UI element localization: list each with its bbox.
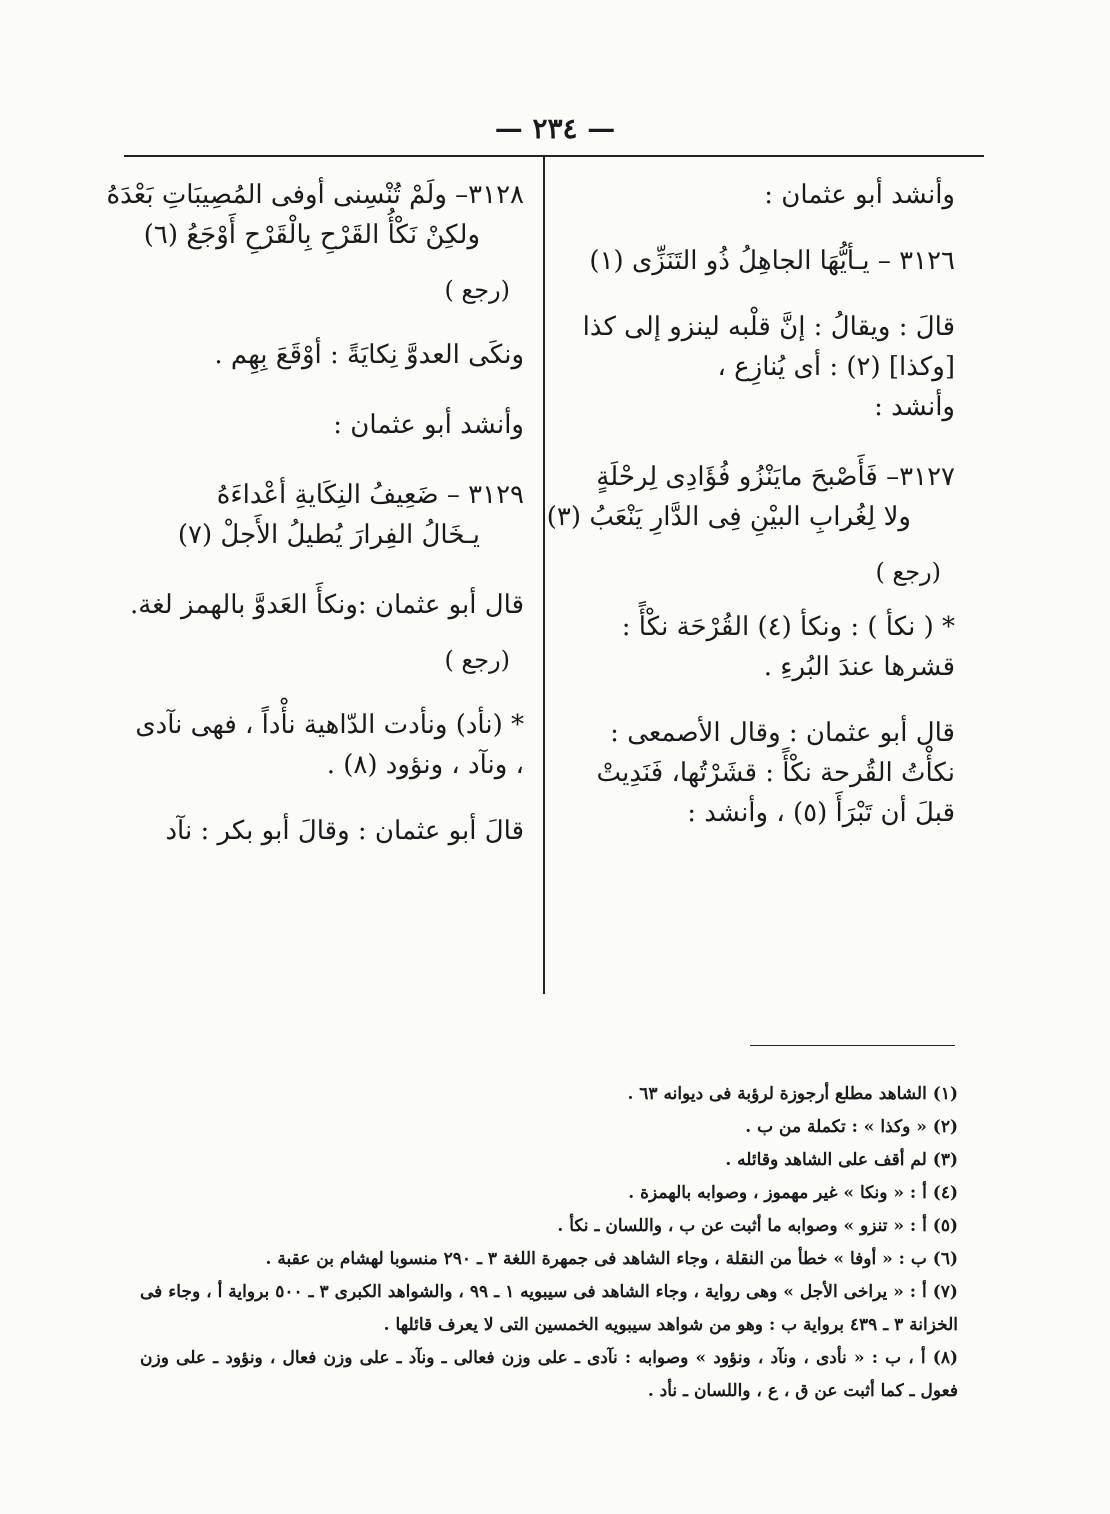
- footnote-7: (٧) أ : « يراخى الأجل » وهى رواية ، وجاء الشاهد فى سيبويه ١ ـ ٩٩ ، والشواهد الكبرى ٣ ـ ٥٠٠ برواية أ ، وجاء فى الخزانة ٣ ـ ٤٣٩ برواية ب : وهو من شواهد سيبويه الخمسين التى لا يعرف قائلها .: [140, 1282, 958, 1335]
- prose-paragraph: قال أبو عثمان :ونكأَ العَدوَّ بالهمز لغة.: [130, 590, 524, 620]
- verse-line-1: ولَمْ تُنْسِنى أوفى المُصِيبَاتِ بَعْدَهُ: [106, 180, 447, 210]
- footnote-5: (٥) أ : « تنزو » وصوابه ما أثبت عن ب ، واللسان ـ نكأ .: [557, 1216, 958, 1236]
- verse-number: ٣١٢٩: [468, 480, 524, 510]
- left-column: [106, 175, 524, 851]
- entry-paragraph: * (نأد) ونأدت الدّاهية نأْداً ، فهى نآدى ، ونآد ، ونؤود (٨) .: [135, 710, 524, 780]
- root-marker: (رجع ): [444, 646, 510, 674]
- footnote-1: (١) الشاهد مطلع أرجوزة لرؤبة فى ديوانه ٦٣ .: [627, 1084, 958, 1104]
- verse-3128: ٣١٢٨– ولَمْ تُنْسِنى أوفى المُصِيبَاتِ بَعْدَهُ ولكِنْ نَكْأُ القَرْحِ بِالْقَرْحِ أَوْجَعُ (٦): [106, 180, 524, 250]
- intro-line: وأنشد أبو عثمان :: [764, 180, 955, 210]
- footnote-3: (٣) لم أقف على الشاهد وقائله .: [725, 1150, 958, 1170]
- root-marker: (رجع ): [875, 558, 941, 586]
- verse-line-1: ضَعِيفُ النِكَايةِ أعْداءَهُ: [216, 480, 439, 510]
- footnote-6: (٦) ب : « أوفا » خطأ من النقلة ، وجاء الشاهد فى جمهرة اللغة ٣ ـ ٢٩٠ منسوبا لهشام بن عقبة .: [265, 1249, 958, 1269]
- verse-line-1: يـأيُّهَا الجاهِلُ ذُو التَنَزِّى: [631, 246, 870, 276]
- footnote-ref: (١): [589, 246, 624, 276]
- footnote-ref: (٣): [546, 502, 582, 532]
- header-rule: [124, 155, 984, 157]
- verse-line-2: يـخَالُ الفِرارَ يُطيلُ الأَجلْ: [220, 520, 480, 550]
- prose-paragraph: قال أبو عثمان : وقال الأصمعى : نكأْتُ القُرحة نكْأً : قشَرْتُها، فَنَدِيتْ قبلَ أن تَبْرَأَ (٥) ، وأنشد :: [596, 718, 955, 828]
- footnote-rule: [750, 1045, 955, 1046]
- footnote-ref: (٦): [143, 220, 179, 250]
- intro-line: وأنشد :: [874, 392, 955, 422]
- verse-line-2: ولا لِغُرابِ البيْنِ فِى الدَّارِ يَنْعَبُ: [589, 502, 911, 532]
- footnote-2: (٢) « وكذا » : تكملة من ب .: [745, 1117, 958, 1137]
- root-marker: (رجع ): [444, 276, 510, 304]
- verse-line-2: ولكِنْ نَكْأُ القَرْحِ بِالْقَرْحِ أَوْجَعُ: [186, 220, 480, 250]
- right-column: [546, 175, 955, 833]
- footnote-8: (٨) أ ، ب : « نأدى ، ونآد ، ونؤود » وصوابه : نآدى ـ على وزن فعالى ـ ونآد ـ على وزن فعال ، ونؤود ـ على وزن فعول ـ كما أثبت عن ق ، ع ، واللسان ـ نأد .: [140, 1348, 958, 1401]
- verse-line-1: فَأَصْبحَ مايَنْزُو فُؤَادِى لِرحْلَةٍ: [596, 462, 878, 492]
- page-number: — ٢٣٤ —: [494, 112, 616, 145]
- prose-paragraph: ونكَى العدوَّ نِكايَةً : أوْقَعَ بِهِم .: [214, 340, 524, 370]
- column-divider: [543, 156, 545, 994]
- verse-3129: ٣١٢٩ – ضَعِيفُ النِكَايةِ أعْداءَهُ يـخَالُ الفِرارَ يُطيلُ الأَجلْ (٧): [177, 480, 524, 550]
- footnote-ref: (٧): [177, 520, 213, 550]
- verse-3127: ٣١٢٧– فَأَصْبحَ مايَنْزُو فُؤَادِى لِرحْلَةٍ ولا لِغُرابِ البيْنِ فِى الدَّارِ يَنْعَبُ (٣): [546, 462, 955, 532]
- prose-paragraph: قالَ : ويقالُ : إنَّ قلْبه لينزو إلى كذا [وكذا] (٢) : أى يُنازِع ،: [582, 312, 955, 382]
- verse-number: ٣١٢٨: [468, 180, 524, 210]
- prose-paragraph: قالَ أبو عثمان : وقالَ أبو بكر : نآد: [165, 816, 524, 846]
- footnotes: [140, 1078, 958, 1408]
- verse-3126: ٣١٢٦ – يـأيُّهَا الجاهِلُ ذُو التَنَزِّى (١): [589, 246, 955, 276]
- verse-number: ٣١٢٦: [899, 246, 955, 276]
- entry-paragraph: * ( نكأ ) : ونكأ (٤) القُرْحَة نكْأً : قشرها عندَ البُرءِ .: [621, 612, 955, 682]
- footnote-4: (٤) أ : « ونكا » غير مهموز ، وصوابه بالهمزة .: [628, 1183, 958, 1203]
- intro-line: وأنشد أبو عثمان :: [333, 410, 524, 440]
- verse-number: ٣١٢٧: [899, 462, 955, 492]
